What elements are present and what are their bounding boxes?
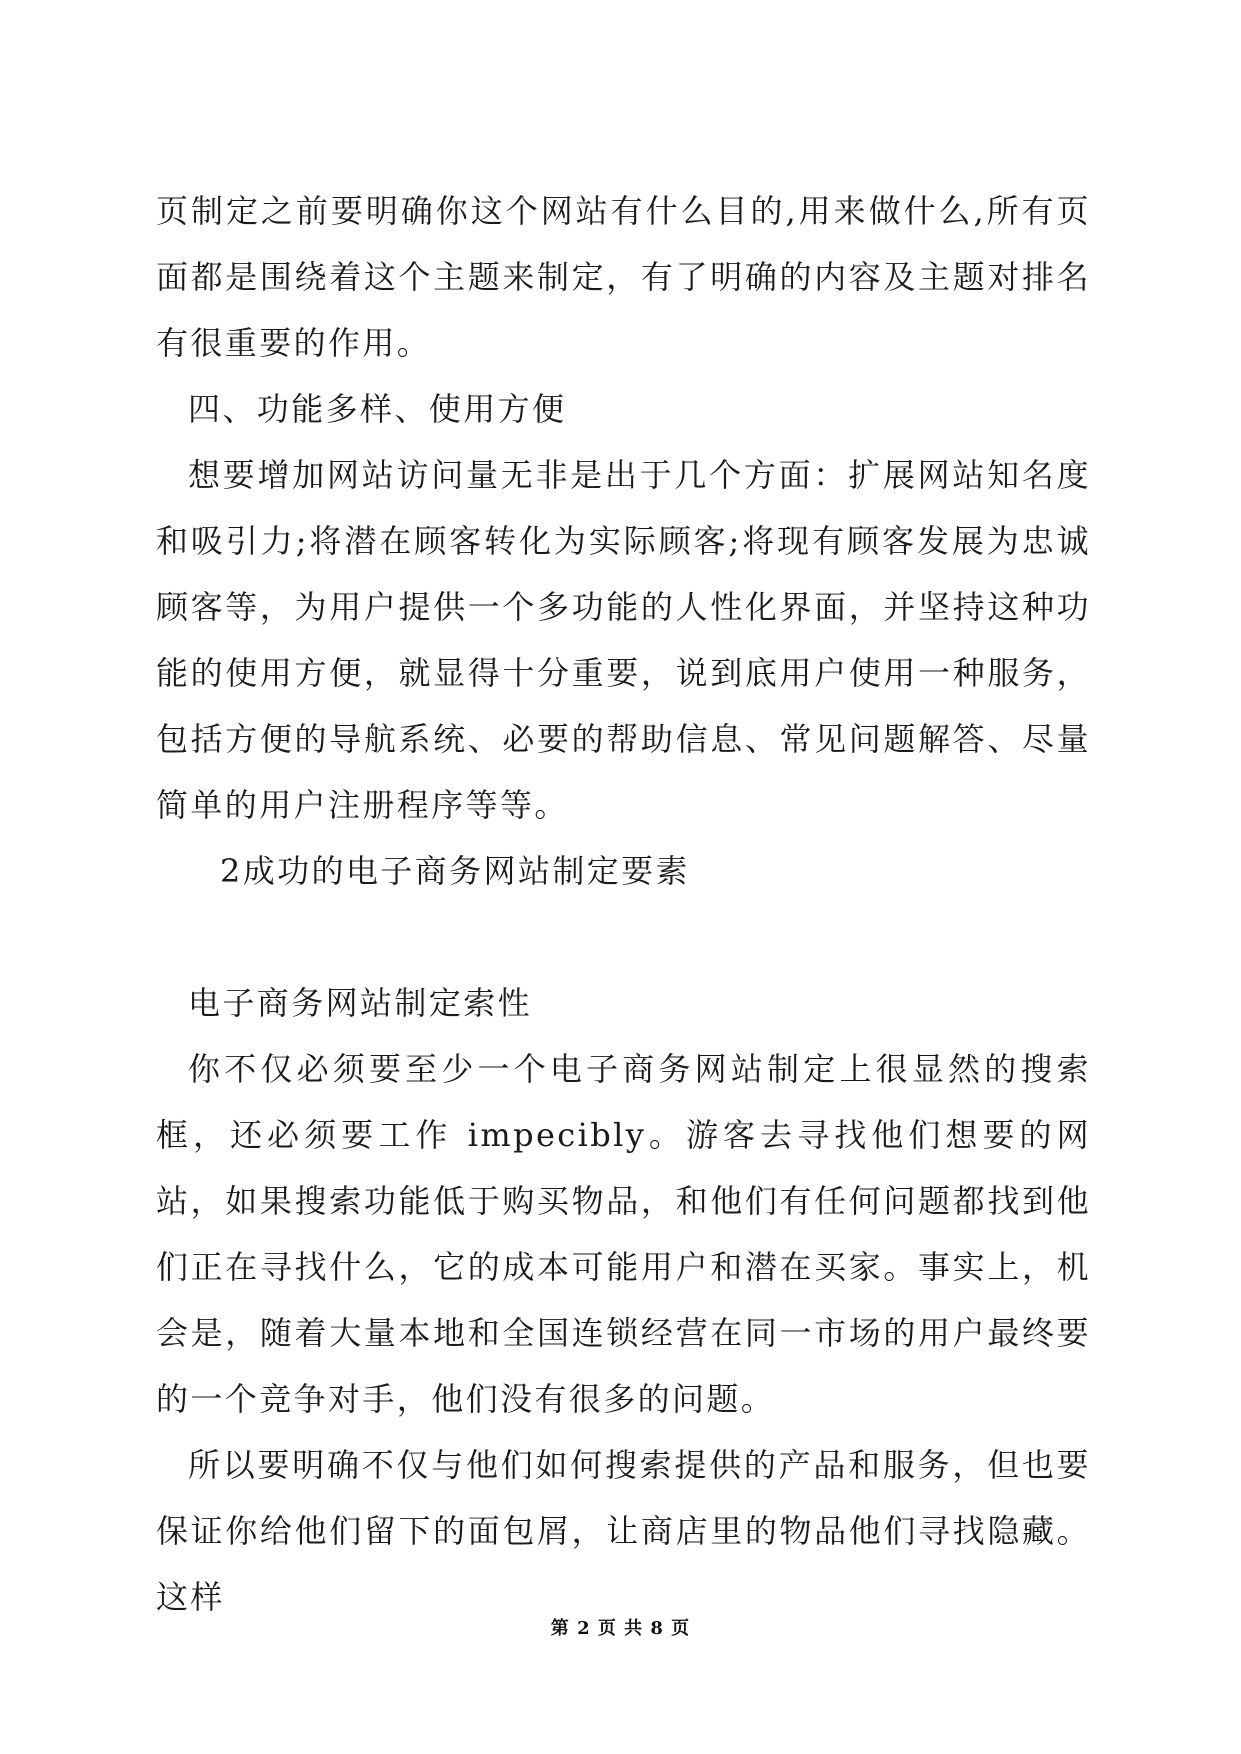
paragraph-search-box: 你不仅必须要至少一个电子商务网站制定上很显然的搜索框，还必须要工作 impecibly。游客去寻找他们想要的网站，如果搜索功能低于购买物品，和他们有任何问题都找到他们正在寻找什么，它的成本可能用户和潜在买家。事实上，机会是，随着大量本地和全国连锁经营在同一市场的用户最终要的一个竞争对手，他们没有很多的问题。 <box>156 1050 1091 1418</box>
section-heading-four: 四、功能多样、使用方便 <box>188 390 567 428</box>
subsection-heading-search: 电子商务网站制定索性 <box>188 984 533 1022</box>
paragraph-traffic: 想要增加网站访问量无非是出于几个方面：扩展网站知名度和吸引力;将潜在顾客转化为实际顾客;将现有顾客发展为忠诚顾客等，为用户提供一个多功能的人性化界面，并坚持这种功能的使用方便，就显得十分重要，说到底用户使用一种服务，包括方便的导航系统、必要的帮助信息、常见问题解答、尽量简单的用户注册程序等等。 <box>156 456 1091 824</box>
document-body <box>156 178 1091 1630</box>
spacer <box>156 904 1091 970</box>
paragraph-site-purpose: 页制定之前要明确你这个网站有什么目的,用来做什么,所有页面都是围绕着这个主题来制定，有了明确的内容及主题对排名有很重要的作用。 <box>156 192 1091 362</box>
section-heading-elements: 2成功的电子商务网站制定要素 <box>220 852 690 890</box>
paragraph-breadcrumbs: 所以要明确不仅与他们如何搜索提供的产品和服务，但也要保证你给他们留下的面包屑，让商店里的物品他们寻找隐藏。这样 <box>156 1446 1091 1616</box>
page-footer: 第 2 页 共 8 页 <box>550 1618 691 1639</box>
